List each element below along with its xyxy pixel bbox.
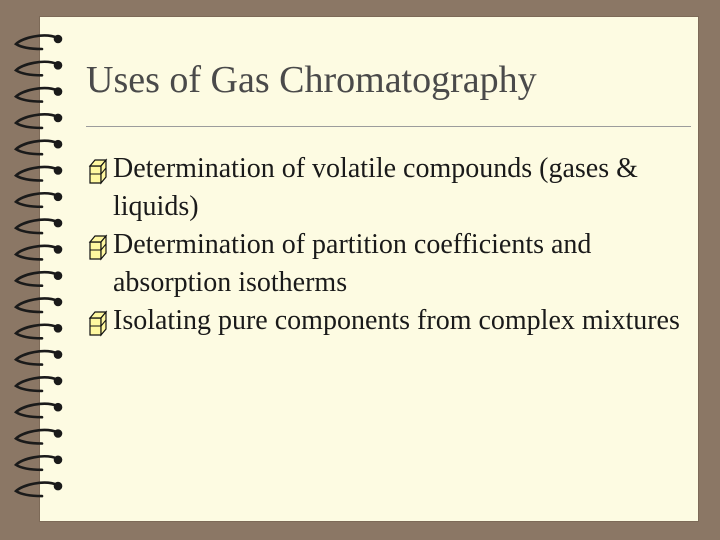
- spiral-ring: [16, 219, 62, 233]
- bullet-text: Determination of volatile compounds (gases & liquids): [113, 153, 638, 222]
- spiral-binding: [0, 0, 80, 540]
- bullet-text: Isolating pure components from complex mixtures: [113, 305, 680, 336]
- spiral-ring: [16, 298, 62, 312]
- title-divider: [86, 126, 691, 127]
- spiral-ring: [16, 140, 62, 154]
- spiral-ring: [16, 324, 62, 338]
- spiral-ring: [16, 377, 62, 391]
- bullet-text: Determination of partition coefficients and absorption isotherms: [113, 229, 592, 298]
- spiral-ring: [16, 87, 62, 101]
- spiral-ring: [16, 271, 62, 285]
- box-bullet-icon: [86, 309, 110, 337]
- box-bullet-icon: [86, 233, 110, 261]
- spiral-ring: [16, 114, 62, 128]
- spiral-ring: [16, 429, 62, 443]
- spiral-ring: [16, 456, 62, 470]
- bullet-item: [86, 150, 686, 226]
- spiral-ring: [16, 403, 62, 417]
- spiral-ring: [16, 245, 62, 259]
- slide-title: Uses of Gas Chromatography: [86, 59, 537, 101]
- spiral-ring: [16, 350, 62, 364]
- box-bullet-icon: [86, 157, 110, 185]
- bullet-item: [86, 302, 686, 340]
- spiral-ring: [16, 193, 62, 207]
- spiral-ring: [16, 482, 62, 496]
- spiral-ring: [16, 166, 62, 180]
- bullet-list: [86, 150, 686, 340]
- bullet-item: [86, 226, 686, 302]
- spiral-ring: [16, 35, 62, 49]
- spiral-ring: [16, 61, 62, 75]
